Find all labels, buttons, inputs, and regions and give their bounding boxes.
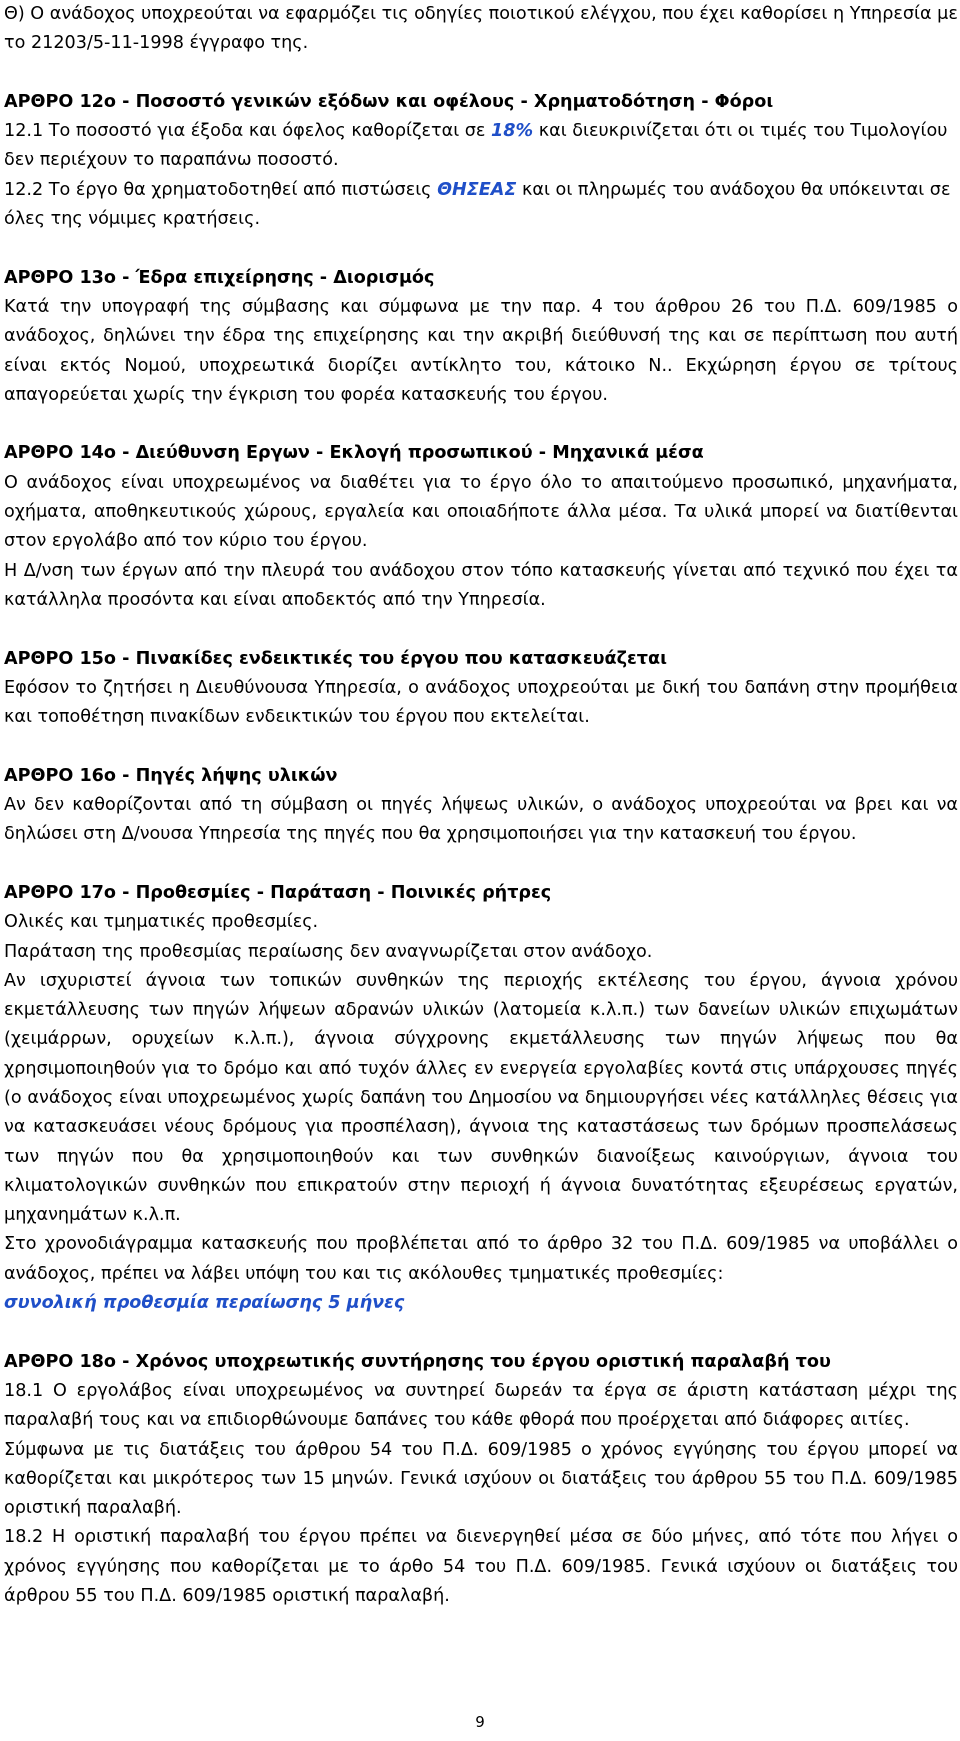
article-18-paragraph-2: Σύμφωνα με τις διατάξεις του άρθρου 54 του Π.Δ. 609/1985 ο χρόνος εγγύησης του έργου μπορεί να καθορίζεται και μικρότερος των 15 μηνών. Γενικά ισχύουν οι διατάξεις του άρθρου 55 του Π.Δ. 609/1985 οριστική παραλαβή. xyxy=(4,1439,958,1519)
spacer xyxy=(4,234,958,263)
article-12-paragraph-1 xyxy=(4,117,958,176)
article-12-p2-text: 12.2 Το έργο θα χρηματοδοτηθεί από πιστώσεις xyxy=(4,179,438,200)
article-14-paragraph-2: Η Δ/νση των έργων από την πλευρά του ανάδοχου στον τόπο κατασκευής γίνεται από τεχνικό που έχει τα κατάλληλα προσόντα και είναι αποδεκτός από την Υπηρεσία. xyxy=(4,560,958,610)
spacer xyxy=(4,615,958,644)
article-12-p1-text: 12.1 Το ποσοστό για έξοδα και όφελος καθορίζεται σε xyxy=(4,121,492,142)
article-15-heading: ΑΡΘΡΟ 15ο - Πινακίδες ενδεικτικές του έργου που κατασκευάζεται xyxy=(4,648,667,669)
article-15-paragraph-1: Εφόσον το ζητήσει η Διευθύνουσα Υπηρεσία, ο ανάδοχος υποχρεούται με δική του δαπάνη στην προμήθεια και τοποθέτηση πινακίδων ενδεικτικών του έργου που εκτελείται. xyxy=(4,677,958,728)
article-18-paragraph-1: 18.1 Ο εργολάβος είναι υποχρεωμένος να συντηρεί δωρεάν τα έργα σε άριστη κατάσταση μέχρι της παραλαβή τους και να επιδιορθώνουμε δαπάνες του κάθε φθορά που προέρχεται από διάφορες αιτίες. xyxy=(4,1380,958,1431)
article-18-paragraph-3: 18.2 Η οριστική παραλαβή του έργου πρέπει να διενεργηθεί μέσα σε δύο μήνες, από τότε που λήγει ο χρόνος εγγύησης που καθορίζεται με το άρθο 54 του Π.Δ. 609/1985. Γενικά ισχύουν οι διατάξεις του άρθρου 55 του Π.Δ. 609/1985 οριστική παραλαβή. xyxy=(4,1527,958,1607)
percentage-value: 18% xyxy=(491,121,534,142)
article-17-paragraph-3: Αν ισχυριστεί άγνοια των τοπικών συνθηκών της περιοχής εκτέλεσης του έργου, άγνοια χρόνου εκμετάλλευσης των πηγών λήψεων αδρανών υλικών (λατομεία κ.λ.π.) των δανείων υλικών επιχωμάτων (χειμάρρων, ορυχείων κ.λ.π.), άγνοια σύγχρονης εκμετάλλευσης των πηγών λήψεως που θα χρησιμοποιηθούν για το δρόμο και από τυχόν άλλες εν ενεργεία εργολαβίες κοντά στις υπάρχουσες πηγές (ο ανάδοχος είναι υποχρεωμένος χωρίς δαπάνη του Δημοσίου να δημιουργήσει νέες κατάλληλες θέσεις για να κατασκευάσει νέους δρόμους για προσπέλαση), άγνοια της καταστάσεως των δρόμων προσπελάσεως των πηγών που θα χρησιμοποιηθούν και των συνθηκών διανοίξεως καινούργιων, άγνοια του κλιματολογικών συνθηκών που επικρατούν στην περιοχή ή άγνοια δυνατότητας εξευρέσεως εργατών, μηχανημάτων κ.λ.π. xyxy=(4,970,958,1226)
article-12-p2-text-end: και οι πληρωμές του ανάδοχου θα υπόκεινται σε όλες της νόμιμες κρατήσεις. xyxy=(4,179,951,230)
article-11-clause-theta: Θ) Ο ανάδοχος υποχρεούται να εφαρμόζει τις οδηγίες ποιοτικού ελέγχου, που έχει καθορίσει η Υπηρεσία με το 21203/5-11-1998 έγγραφο της. xyxy=(4,4,958,54)
page-number: 9 xyxy=(475,1713,485,1731)
spacer xyxy=(4,850,958,879)
article-17-heading: ΑΡΘΡΟ 17ο - Προθεσμίες - Παράταση - Ποινικές ρήτρες xyxy=(4,882,552,903)
article-17-paragraph-4: Στο χρονοδιάγραμμα κατασκευής που προβλέπεται από το άρθρο 32 του Π.Δ. 609/1985 να υποβάλλει ο ανάδοχος, πρέπει να λάβει υπόψη του και τις ακόλουθες τμηματικές προθεσμίες: xyxy=(4,1234,958,1284)
article-14-paragraph-1: Ο ανάδοχος είναι υποχρεωμένος να διαθέτει για το έργο όλο το απαιτούμενο προσωπικό, μηχανήματα, οχήματα, αποθηκευτικούς χώρους, εργαλεία και οποιαδήποτε άλλα μέσα. Τα υλικά μπορεί να διατίθενται στον εργολάβο από τον κύριο του έργου. xyxy=(4,472,958,552)
article-13-paragraph-1: Κατά την υπογραφή της σύμβασης και σύμφωνα με την παρ. 4 του άρθρου 26 του Π.Δ. 609/1985 ο ανάδοχος, δηλώνει την έδρα της επιχείρησης και την ακριβή διεύθυνσή της και σε περίπτωση που αυτή είναι εκτός Νομού, υποχρεωτικά διορίζει αντίκλητο του, κάτοικο Ν.. Εκχώρηση έργου σε τρίτους απαγορεύεται χωρίς την έγκριση του φορέα κατασκευής του έργου. xyxy=(4,296,958,405)
article-12-p1-text-end: και διευκρινίζεται ότι οι τιμές του Τιμολογίου δεν περιέχουν το παραπάνω ποσοστό. xyxy=(4,121,948,171)
funding-source: ΘΗΣΕΑΣ xyxy=(437,179,517,200)
article-17-paragraph-2: Παράταση της προθεσμίας περαίωσης δεν αναγνωρίζεται στον ανάδοχο. xyxy=(4,941,653,962)
spacer xyxy=(4,1318,958,1347)
article-13-heading: ΑΡΘΡΟ 13ο - Έδρα επιχείρησης - Διορισμός xyxy=(4,267,435,288)
article-16-heading: ΑΡΘΡΟ 16ο - Πηγές λήψης υλικών xyxy=(4,765,338,786)
page-content xyxy=(4,0,958,1611)
spacer xyxy=(4,732,958,761)
article-12-heading: ΑΡΘΡΟ 12ο - Ποσοστό γενικών εξόδων και οφέλους - Χρηματοδότηση - Φόροι xyxy=(4,91,774,112)
article-18-heading: ΑΡΘΡΟ 18ο - Χρόνος υποχρεωτικής συντήρησης του έργου οριστική παραλαβή του xyxy=(4,1351,831,1372)
article-14-heading: ΑΡΘΡΟ 14ο - Διεύθυνση Εργων - Εκλογή προσωπικού - Μηχανικά μέσα xyxy=(4,443,704,464)
article-17-paragraph-1: Ολικές και τμηματικές προθεσμίες. xyxy=(4,912,319,933)
article-16-paragraph-1: Αν δεν καθορίζονται από τη σύμβαση οι πηγές λήψεως υλικών, ο ανάδοχος υποχρεούται να βρει και να δηλώσει στη Δ/νουσα Υπηρεσία της πηγές που θα χρησιμοποιήσει για την κατασκευή του έργου. xyxy=(4,795,958,845)
spacer xyxy=(4,59,958,88)
total-deadline: συνολική προθεσμία περαίωσης 5 μήνες xyxy=(4,1293,405,1314)
spacer xyxy=(4,410,958,439)
article-12-paragraph-2 xyxy=(4,176,958,235)
